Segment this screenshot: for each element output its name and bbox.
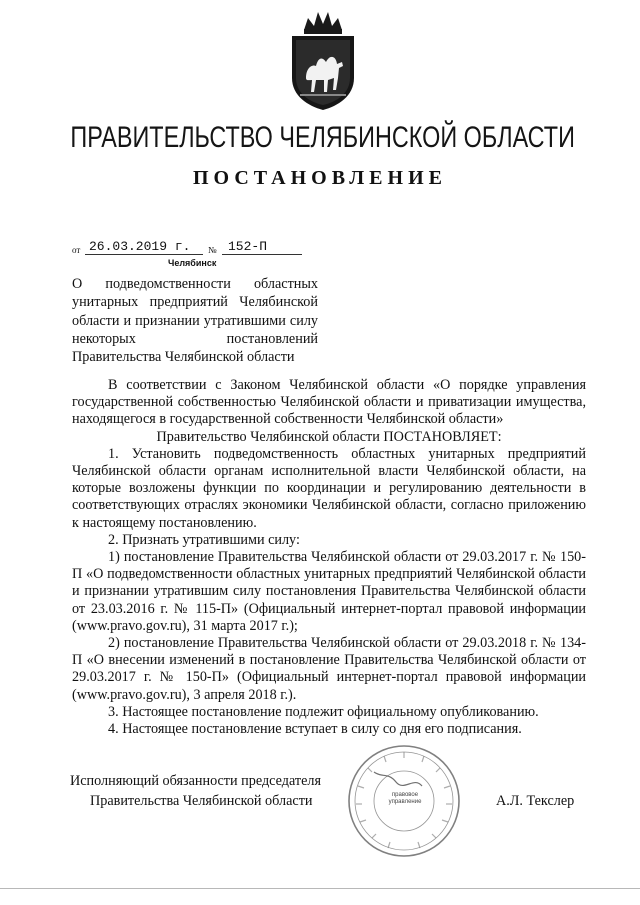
seal-inner-text [384,792,426,806]
seal-inner-line-2: управление [388,799,422,805]
date-from-label: от [72,245,81,255]
document-date: 26.03.2019 г. [89,239,191,254]
date-underline [85,254,203,255]
seal-inner-line-1: правовое [391,792,419,798]
signer-title: Исполняющий обязанности председателя [70,773,321,789]
preamble-paragraph: В соответствии с Законом Челябинской области «О порядке управления государственной собственностью Челябинской области и приватизации имущества, находящегося в государственной собственности Челябинской области» [72,377,586,428]
document-number: 152-П [228,239,268,254]
document-subject: О подведомственности областных унитарных предприятий Челябинской области и признании утратившими силу некоторых постановлений Правительства Челябинской области [72,276,318,366]
item-4: 4. Настоящее постановление вступает в силу со дня его подписания. [108,721,522,738]
item-2-1: 1) постановление Правительства Челябинской области от 29.03.2017 г. № 150-П «О подведомственности областных унитарных предприятий Челябинской области и признании утратившим силу постановления Правительства Челябинской области от 23.03.2016 г. № 115-П» (Официальный интернет-портал правовой информации (www.pravo.gov.ru), 31 марта 2017 г.); [72,549,586,634]
signer-name: А.Л. Текслер [496,793,575,809]
organization-title: ПРАВИТЕЛЬСТВО ЧЕЛЯБИНСКОЙ ОБЛАСТИ [70,121,575,154]
item-2-2: 2) постановление Правительства Челябинской области от 29.03.2018 г. № 134-П «О внесении изменений в постановление Правительства Челябинской области от 29.03.2017 г. № 150-П» (Официальный интернет-портал правовой информации (www.pravo.gov.ru), 3 апреля 2018 г.). [72,635,586,703]
document-city: Челябинск [168,258,217,268]
decree-line: Правительство Челябинской области ПОСТАНОВЛЯЕТ: [156,428,502,445]
dateline [72,236,312,258]
document-type: ПОСТАНОВЛЕНИЕ [193,167,447,189]
page-bottom-rule [0,888,640,889]
number-underline [222,254,302,255]
item-2: 2. Признать утратившими силу: [108,531,300,548]
coat-of-arms-icon [282,8,364,112]
number-label: № [208,245,217,255]
item-1: 1. Установить подведомственность областных унитарных предприятий Челябинской области органам исполнительной власти Челябинской области, на которые возложены функции по координации и регулированию деятельности в соответствующих отраслях экономики Челябинской области, согласно приложению к настоящему постановлению. [72,445,586,531]
item-3: 3. Настоящее постановление подлежит официальному опубликованию. [108,703,539,720]
signer-organization: Правительства Челябинской области [90,793,313,809]
document-body [72,377,586,738]
